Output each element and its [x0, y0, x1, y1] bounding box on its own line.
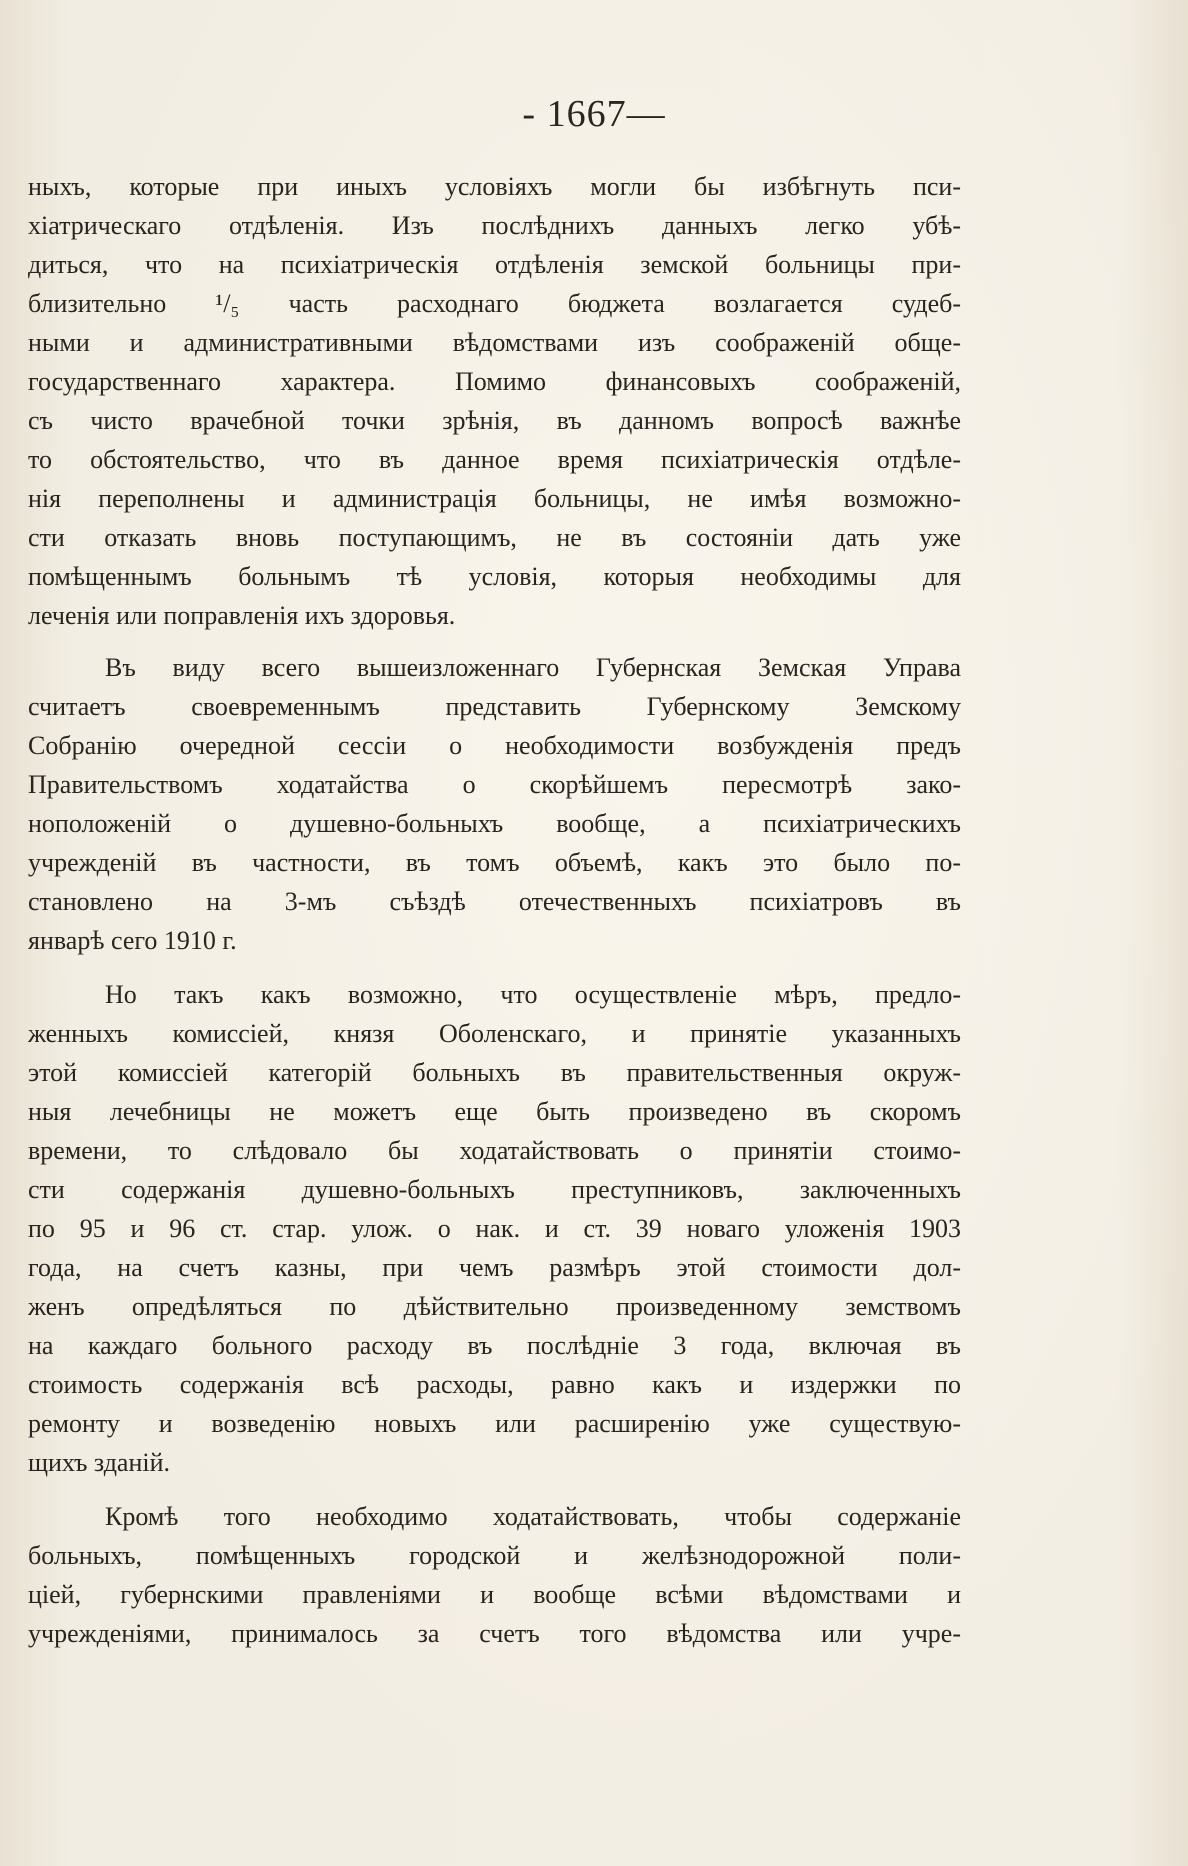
- text-line: года, на счетъ казны, при чемъ размѣръ этой стоимости дол-: [28, 1253, 961, 1282]
- text-line: времени, то слѣдовало бы ходатайствовать о принятiи стоимо-: [28, 1136, 961, 1165]
- text-line: диться, что на психiатрическiя отдѣленiя земской больницы при-: [28, 250, 961, 279]
- text-line: государственнаго характера. Помимо финансовыхъ соображенiй,: [28, 367, 961, 396]
- text-line: леченiя или поправленiя ихъ здоровья.: [28, 601, 456, 630]
- text-line: сти содержанiя душевно-больныхъ преступниковъ, заключенныхъ: [28, 1175, 961, 1204]
- text-line: щихъ зданiй.: [28, 1448, 171, 1477]
- text-line: Правительствомъ ходатайства о скорѣйшемъ пересмотрѣ зако-: [28, 770, 961, 799]
- text-line: Собранiю очередной сессiи о необходимости возбужденiя предъ: [28, 731, 961, 760]
- text-line: ноположенiй о душевно-больныхъ вообще, а психiатрическихъ: [28, 809, 961, 838]
- text-line: по 95 и 96 ст. стар. улож. о нак. и ст. 39 новаго уложенiя 1903: [28, 1214, 961, 1243]
- text-line: Но такъ какъ возможно, что осуществленiе мѣръ, предло-: [105, 980, 961, 1009]
- paragraph-4: [28, 1497, 961, 1653]
- text-line: Въ виду всего вышеизложеннаго Губернская Земская Управа: [105, 653, 961, 682]
- text-line: ремонту и возведенiю новыхъ или расширенiю уже существую-: [28, 1409, 961, 1438]
- text-line: считаетъ своевременнымъ представить Губернскому Земскому: [28, 692, 961, 721]
- text-line: сти отказать вновь поступающимъ, не въ состоянiи дать уже: [28, 523, 961, 552]
- text-line: женныхъ комиссiей, князя Оболенскаго, и принятiе указанныхъ: [28, 1019, 961, 1048]
- text-line: Кромѣ того необходимо ходатайствовать, чтобы содержанiе: [105, 1502, 961, 1531]
- paragraph-3: [28, 975, 961, 1482]
- text-line: на каждаго больного расходу въ послѣднiе 3 года, включая въ: [28, 1331, 961, 1360]
- text-line: январѣ сего 1910 г.: [28, 926, 237, 955]
- text-line: съ чисто врачебной точки зрѣнiя, въ данномъ вопросѣ важнѣе: [28, 406, 961, 435]
- text-line: женъ опредѣляться по дѣйствительно произведенному земствомъ: [28, 1292, 961, 1321]
- paragraph-2: [28, 648, 961, 960]
- text-line: учрежденiй въ частности, въ томъ объемѣ, какъ это было по-: [28, 848, 961, 877]
- text-line: становлено на 3-мъ съѣздѣ отечественныхъ психiатровъ въ: [28, 887, 961, 916]
- page-number: - 1667—: [522, 93, 666, 135]
- text-line: то обстоятельство, что въ данное время психiатрическiя отдѣле-: [28, 445, 961, 474]
- body-text: [28, 167, 961, 1653]
- text-line: близительно ¹/₅ часть расходнаго бюджета возлагается судеб-: [28, 289, 961, 318]
- text-line: ныхъ, которые при иныхъ условiяхъ могли бы избѣгнуть пси-: [28, 172, 961, 201]
- text-line: стоимость содержанiя всѣ расходы, равно какъ и издержки по: [28, 1370, 961, 1399]
- paragraph-1: [28, 167, 961, 635]
- text-line: нiя переполнены и администрацiя больницы, не имѣя возможно-: [28, 484, 961, 513]
- text-line: учрежденiями, принималось за счетъ того вѣдомства или учре-: [28, 1619, 961, 1648]
- text-line: больныхъ, помѣщенныхъ городской и желѣзнодорожной поли-: [28, 1541, 961, 1570]
- text-line: ныя лечебницы не можетъ еще быть произведено въ скоромъ: [28, 1097, 961, 1126]
- text-line: хiатрическаго отдѣленiя. Изъ послѣднихъ данныхъ легко убѣ-: [28, 211, 961, 240]
- text-line: этой комиссiей категорiй больныхъ въ правительственныя окруж-: [28, 1058, 961, 1087]
- text-line: цiей, губернскими правленiями и вообще всѣми вѣдомствами и: [28, 1580, 961, 1609]
- text-line: помѣщеннымъ больнымъ тѣ условiя, которыя необходимы для: [28, 562, 961, 591]
- text-line: ными и административными вѣдомствами изъ соображенiй обще-: [28, 328, 961, 357]
